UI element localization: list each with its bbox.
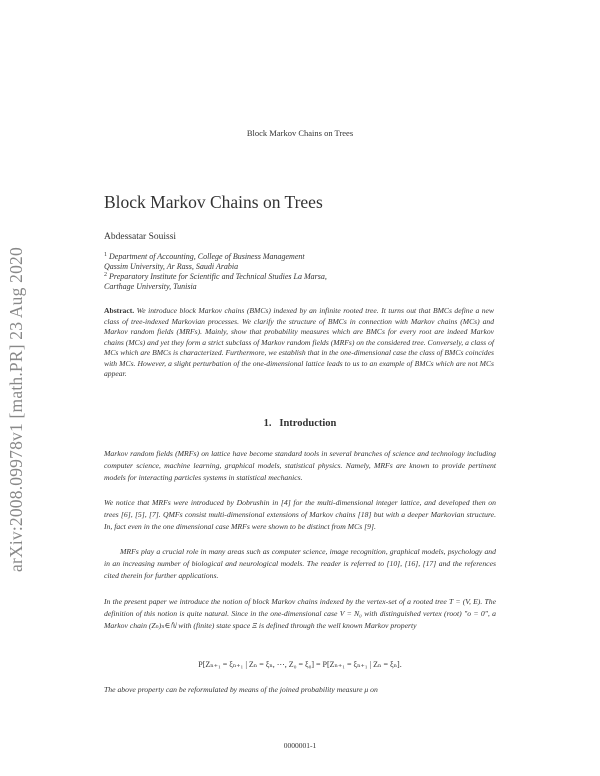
running-header: Block Markov Chains on Trees [246,128,354,138]
paragraph-2: We notice that MRFs were introduced by Dobrushin in [4] for the multi-dimensional integer lattice, and developed then on trees [6], [5], [7]. QMFs consist multi-dimensional extensions of Markov chains [18] but with a deeper Markovian structure. In, fact even in the one dimensional case MRFs were shown to be distinct from MCs [9]. [104,498,496,532]
author-name: Abdessatar Souissi [104,232,177,242]
arxiv-identifier: arXiv:2008.09978v1 [math.PR] 23 Aug 2020 [6,247,26,572]
section-number: 1. [263,418,272,429]
affiliation-2-line-1: Preparatory Institute for Scientific and Technical Studies La Marsa, [109,272,327,281]
affiliation-1-line-1: Department of Accounting, College of Business Management [109,252,305,261]
affiliation-1-mark: 1 [104,252,107,258]
paragraph-5: The above property can be reformulated by means of the joined probability measure μ on [104,685,378,694]
paragraph-3: MRFs play a crucial role in many areas such as computer science, image recognition, graphical models, psychology and in an increasing number of biological and neurological models. The reader is referred to [10], [16], [17] and the references cited therein for further applications. [104,547,496,581]
abstract-label: Abstract. [104,306,135,315]
paragraph-1: Markov random fields (MRFs) on lattice have become standard tools in several branches of science and technology including computer science, machine learning, graphical models, statistical physics. Namely, MRFs are known to provide pertinent models for interacting particles systems in statistical mechanics. [104,449,496,483]
paper-title: Block Markov Chains on Trees [104,192,323,212]
section-heading [0,418,600,429]
section-title: Introduction [279,418,337,429]
paragraph-4: In the present paper we introduce the notion of block Markov chains indexed by the vertex-set of a rooted tree T = (V, E). The definition of this notion is quite natural. Since in the one-dimensional case V = N₀ with distinguished vertex (root) "o = 0", a Markov chain (Zₙ)ₙ∈ℕ with (finite) state space Ξ is defined through the well known Markov property [104,597,496,631]
affiliation-1 [104,250,305,272]
page-footer: 0000001-1 [283,741,317,750]
affiliation-2 [104,270,327,292]
affiliation-1-line-2: Qassim University, Ar Rass, Saudi Arabia [104,262,239,271]
abstract-text: We introduce block Markov chains (BMCs) indexed by an infinite rooted tree. It turns out that BMCs define a new class of tree-indexed Markovian processes. We clarify the structure of BMCs in connection with Markov chains (MCs) and Markov random fields (MRFs). Mainly, show that probability measures which are BMCs for every root are indeed Markov chains (MCs) and yet they form a strict subclass of Markov random fields (MRFs) on the considered tree. Conversely, a class of MCs which are BMCs is characterized. Furthermore, we establish that in the one-dimensional case the class of BMCs coincides with MCs. However, a slight perturbation of the one-dimensional lattice leads to us to an example of BMCs which are not MCs appear. [104,306,494,378]
affiliation-2-mark: 2 [104,272,107,278]
affiliation-2-line-2: Carthage University, Tunisia [104,282,197,291]
markov-property-equation: P[Zₙ₊₁ = ξₙ₊₁ | Zₙ = ξₙ, ⋯, Z₀ = ξ₀] = P[Zₙ₊₁ = ξₙ₊₁ | Zₙ = ξₙ]. [198,660,402,669]
abstract [104,306,494,380]
